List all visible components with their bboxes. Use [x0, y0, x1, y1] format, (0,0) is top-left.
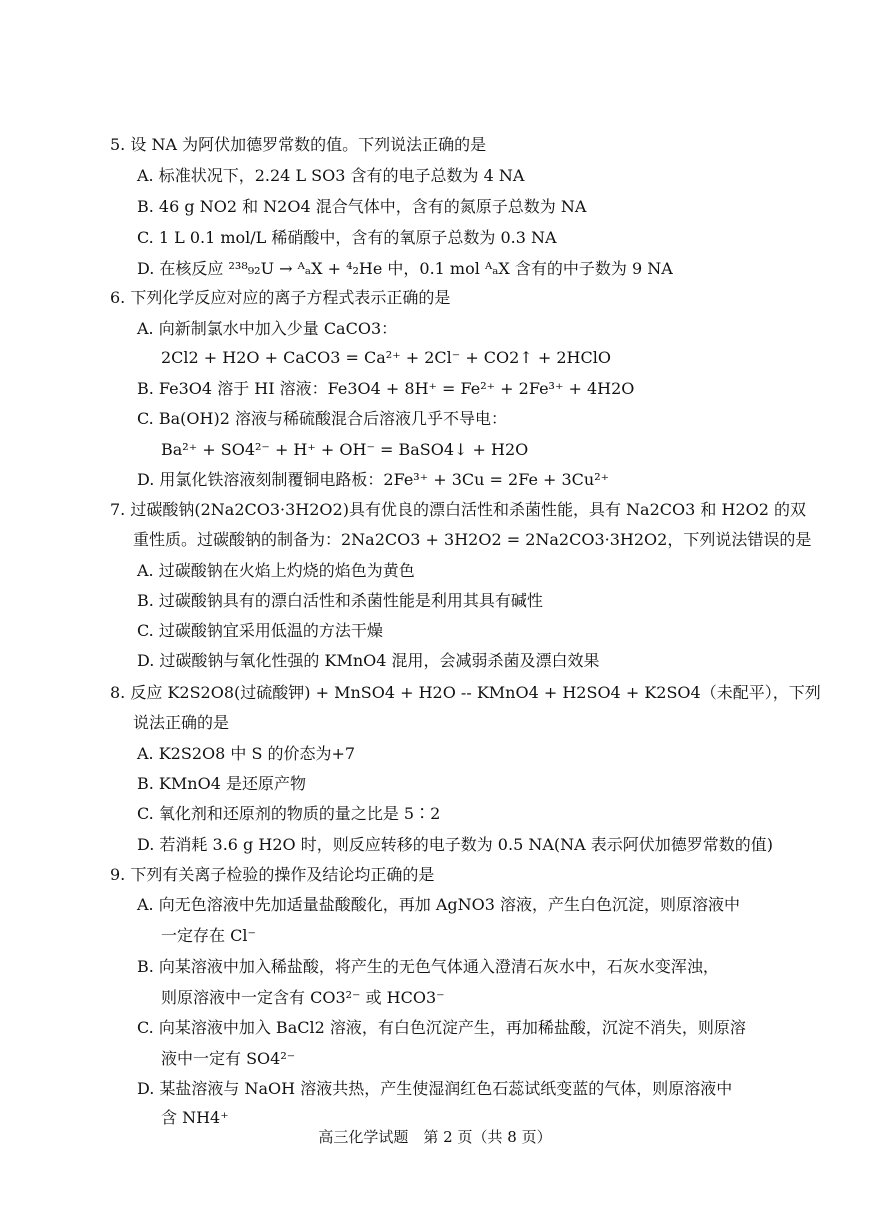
question-6-option-a: A. 向新制氯水中加入少量 CaCO3：	[137, 319, 398, 338]
question-9-option-b: B. 向某溶液中加入稀盐酸，将产生的无色气体通入澄清石灰水中，石灰水变浑浊，	[137, 957, 719, 976]
question-8-stem-cont: 说法正确的是	[133, 713, 230, 732]
question-7-stem: 7. 过碳酸钠(2Na2CO3·3H2O2)具有优良的漂白活性和杀菌性能，具有 Na2CO3 和 H2O2 的双	[110, 500, 807, 519]
question-7-option-d: D. 过碳酸钠与氧化性强的 KMnO4 混用，会减弱杀菌及漂白效果	[137, 651, 600, 670]
question-5-option-b: B. 46 g NO2 和 N2O4 混合气体中，含有的氮原子总数为 NA	[137, 197, 587, 216]
question-6-option-b: B. Fe3O4 溶于 HI 溶液：Fe3O4 + 8H⁺ = Fe²⁺ + 2Fe³⁺ + 4H2O	[137, 379, 635, 398]
question-5-option-a: A. 标准状况下，2.24 L SO3 含有的电子总数为 4 NA	[137, 166, 525, 185]
question-8-option-c: C. 氧化剂和还原剂的物质的量之比是 5∶2	[137, 804, 441, 823]
question-9-option-a-cont: 一定存在 Cl⁻	[161, 926, 256, 945]
question-5-option-d: D. 在核反应 ²³⁸₉₂U → ᴬₐX + ⁴₂He 中，0.1 mol ᴬₐX 含有的中子数为 9 NA	[137, 259, 673, 278]
question-9-option-c-cont: 液中一定有 SO4²⁻	[161, 1049, 296, 1068]
question-8-stem: 8. 反应 K2S2O8(过硫酸钾) + MnSO4 + H2O -- KMnO4 + H2SO4 + K2SO4（未配平），下列	[110, 683, 821, 702]
question-6-option-a-eq: 2Cl2 + H2O + CaCO3 = Ca²⁺ + 2Cl⁻ + CO2↑ + 2HClO	[161, 348, 611, 367]
question-9-option-b-cont: 则原溶液中一定含有 CO3²⁻ 或 HCO3⁻	[161, 988, 445, 1007]
question-8-option-b: B. KMnO4 是还原产物	[137, 774, 306, 793]
question-5-option-c: C. 1 L 0.1 mol/L 稀硝酸中，含有的氧原子总数为 0.3 NA	[137, 228, 557, 247]
question-6-option-d: D. 用氯化铁溶液刻制覆铜电路板：2Fe³⁺ + 3Cu = 2Fe + 3Cu²⁺	[137, 470, 610, 489]
question-6-option-c: C. Ba(OH)2 溶液与稀硫酸混合后溶液几乎不导电：	[137, 409, 507, 428]
question-6-stem: 6. 下列化学反应对应的离子方程式表示正确的是	[110, 288, 451, 307]
question-5-stem: 5. 设 NA 为阿伏加德罗常数的值。下列说法正确的是	[110, 135, 487, 154]
question-7-stem-cont: 重性质。过碳酸钠的制备为：2Na2CO3 + 3H2O2 = 2Na2CO3·3H2O2，下列说法错误的是	[133, 530, 812, 549]
question-8-option-a: A. K2S2O8 中 S 的价态为+7	[137, 744, 356, 763]
question-8-option-d: D. 若消耗 3.6 g H2O 时，则反应转移的电子数为 0.5 NA(NA 表示阿伏加德罗常数的值)	[137, 835, 774, 854]
question-9-stem: 9. 下列有关离子检验的操作及结论均正确的是	[110, 865, 435, 884]
question-7-option-c: C. 过碳酸钠宜采用低温的方法干燥	[137, 621, 383, 640]
page-footer: 高三化学试题 第 2 页（共 8 页）	[318, 1128, 552, 1146]
question-9-option-a: A. 向无色溶液中先加适量盐酸酸化，再加 AgNO3 溶液，产生白色沉淀，则原溶液中	[137, 895, 740, 914]
question-7-option-b: B. 过碳酸钠具有的漂白活性和杀菌性能是利用其具有碱性	[137, 591, 543, 610]
question-6-option-c-eq: Ba²⁺ + SO4²⁻ + H⁺ + OH⁻ = BaSO4↓ + H2O	[161, 440, 529, 459]
question-9-option-d: D. 某盐溶液与 NaOH 溶液共热，产生使湿润红色石蕊试纸变蓝的气体，则原溶液中	[137, 1079, 733, 1098]
question-7-option-a: A. 过碳酸钠在火焰上灼烧的焰色为黄色	[137, 561, 415, 580]
question-9-option-d-cont: 含 NH4⁺	[161, 1108, 229, 1127]
question-9-option-c: C. 向某溶液中加入 BaCl2 溶液，有白色沉淀产生，再加稀盐酸，沉淀不消失，则原溶	[137, 1018, 746, 1037]
